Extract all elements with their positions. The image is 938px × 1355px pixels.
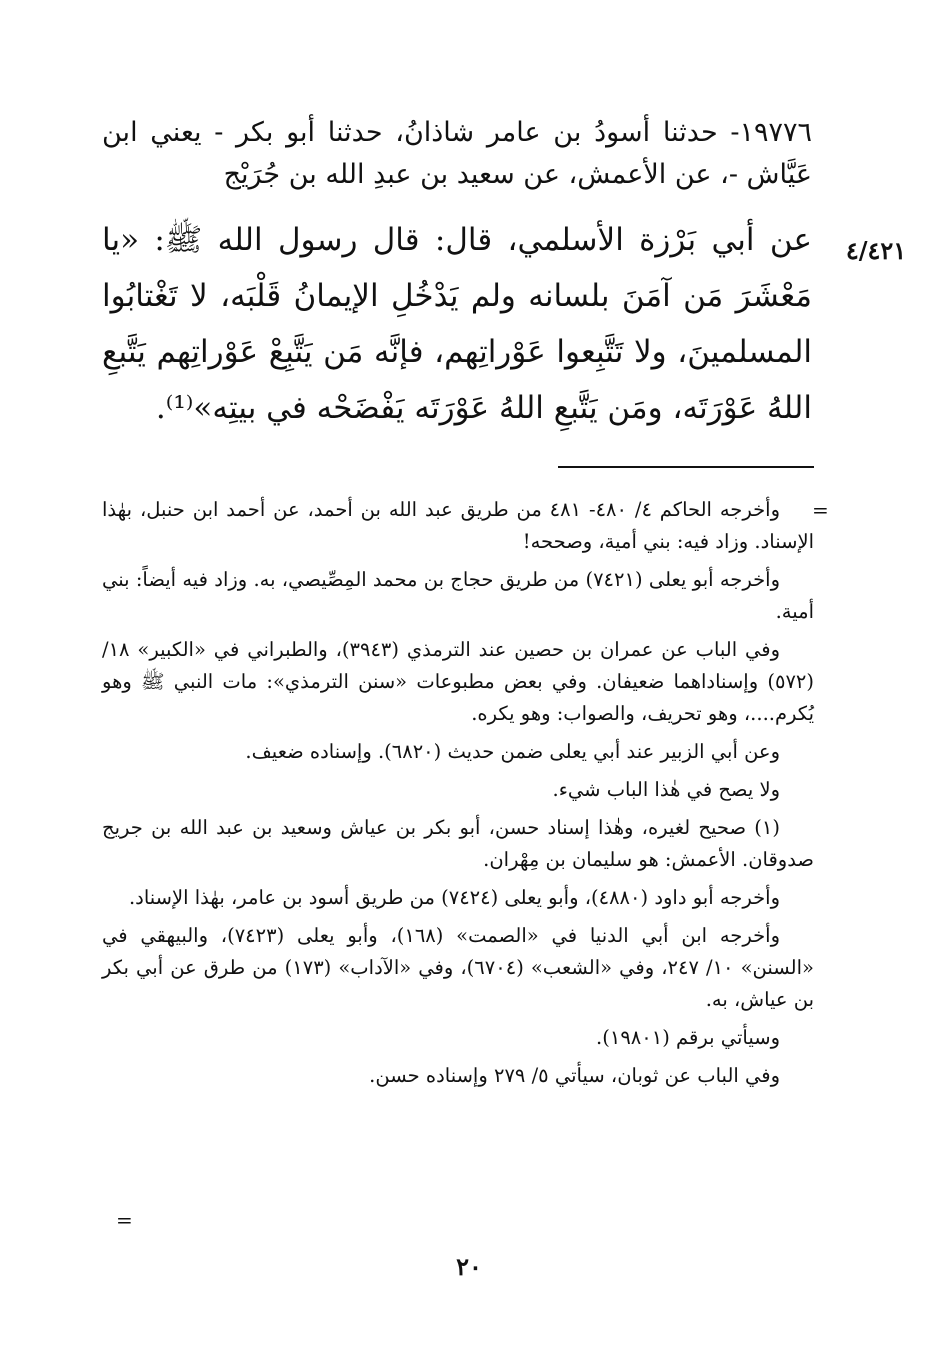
footnotes-section	[102, 494, 814, 1098]
footnote-separator-rule	[558, 466, 814, 468]
footnote-paragraph: وأخرجه الحاكم ٤/ ٤٨٠- ٤٨١ من طريق عبد الله بن أحمد، عن أحمد ابن حنبل، بهٰذا الإسناد. وزاد فيه: بني أمية، وصححه!	[102, 498, 814, 553]
continuation-mark-top: =	[812, 498, 829, 522]
footnote-paragraph: ولا يصح في هٰذا الباب شيء.	[552, 778, 780, 801]
footnote-paragraph: وفي الباب عن عمران بن حصين عند الترمذي (٣٩٤٣)، والطبراني في «الكبير» ١٨/ (٥٧٢) وإسناداهما ضعيفان. وفي بعض مطبوعات «سنن الترمذي»: مات النبي ﷺ وهو يُكرم....، وهو تحريف، والصواب: وهو يكره.	[102, 638, 814, 725]
footnote-1: (١) صحيح لغيره، وهٰذا إسناد حسن، أبو بكر بن عياش وسعيد بن عبد الله بن جريج صدوقان. الأعمش: هو سليمان بن مِهْران.	[102, 816, 814, 871]
footnote-paragraph: وفي الباب عن ثوبان، سيأتي ٥/ ٢٧٩ وإسناده حسن.	[369, 1064, 780, 1087]
hadith-text: عن أبي بَرْزة الأسلمي، قال: قال رسول الله ﷺ: «يا مَعْشَرَ مَن آمَنَ بلسانه ولم يَدْخُلِ الإيمانُ قَلْبَه، لا تَغْتابُوا المسلمينَ، ولا تَتَّبِعوا عَوْراتِهم، فإنَّه مَن يَتَّبِعْ عَوْراتِهم يَتَّبعِ اللهُ عَوْرَتَه، ومَن يَتَّبعِ اللهُ عَوْرَتَه يَفْضَحْه في بيتِه»⁽¹⁾.	[102, 222, 812, 426]
footnote-paragraph: وعن أبي الزبير عند أبي يعلى ضمن حديث (٦٨٢٠). وإسناده ضعيف.	[245, 740, 780, 763]
hadith-chain-of-narration: ١٩٧٧٦- حدثنا أسودُ بن عامر شاذانُ، حدثنا أبو بكر - يعني ابن عَيَّاش -، عن الأعمش، عن سعيد بن عبدِ الله بن جُرَيْج	[102, 117, 812, 190]
footnote-paragraph: وأخرجه أبو داود (٤٨٨٠)، وأبو يعلى (٧٤٢٤) من طريق أسود بن عامر، بهٰذا الإسناد.	[128, 886, 780, 909]
footnote-paragraph: وأخرجه أبو يعلى (٧٤٢١) من طريق حجاج بن محمد المِصِّيصي، به. وزاد فيه أيضاً: بني أمية.	[102, 568, 814, 623]
page-number: ٢٠	[456, 1252, 482, 1281]
continuation-mark-bottom: =	[116, 1208, 133, 1232]
volume-page-reference: ٤/٤٢١	[845, 236, 907, 265]
footnote-paragraph: وأخرجه ابن أبي الدنيا في «الصمت» (١٦٨)، وأبو يعلى (٧٤٢٣)، والبيهقي في «السنن» ١٠/ ٢٤٧، وفي «الشعب» (٦٧٠٤)، وفي «الآداب» (١٧٣) من طرق عن أبي بكر بن عياش، به.	[102, 924, 814, 1011]
footnote-paragraph: وسيأتي برقم (١٩٨٠١).	[596, 1026, 780, 1049]
